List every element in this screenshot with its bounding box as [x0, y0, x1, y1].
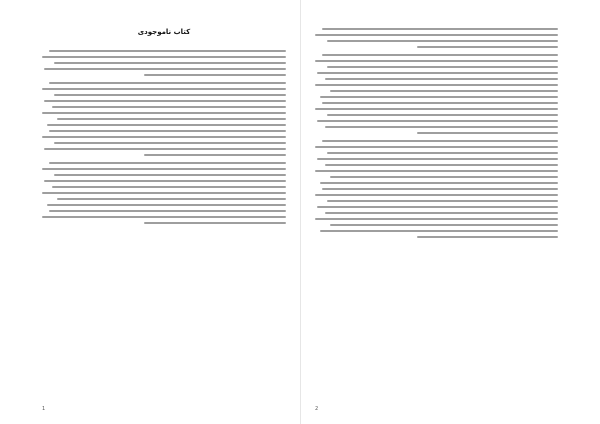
left-page-number: 1 — [42, 406, 46, 412]
text-line — [49, 210, 286, 212]
text-line — [54, 142, 286, 144]
paragraph — [42, 82, 286, 156]
text-line — [144, 74, 286, 76]
text-line — [57, 118, 286, 120]
text-line — [42, 136, 286, 138]
text-line — [327, 200, 558, 202]
text-line — [320, 182, 558, 184]
text-line — [144, 154, 286, 156]
left-text-column — [42, 28, 286, 394]
text-line — [42, 168, 286, 170]
text-line — [317, 158, 558, 160]
text-line — [330, 90, 558, 92]
text-line — [49, 130, 286, 132]
text-line — [322, 54, 558, 56]
text-line — [330, 224, 558, 226]
text-line — [325, 164, 558, 166]
paragraph — [315, 54, 558, 134]
text-line — [42, 112, 286, 114]
text-line — [325, 126, 558, 128]
paragraph — [315, 28, 558, 48]
text-line — [52, 186, 286, 188]
text-line — [315, 108, 558, 110]
text-line — [330, 176, 558, 178]
text-line — [49, 162, 286, 164]
text-line — [47, 124, 286, 126]
text-line — [327, 114, 558, 116]
text-line — [315, 84, 558, 86]
text-line — [315, 34, 558, 36]
text-line — [49, 82, 286, 84]
paragraph — [42, 50, 286, 76]
text-line — [322, 188, 558, 190]
text-line — [325, 212, 558, 214]
chapter-heading: کتاب ناموجودی — [137, 28, 191, 36]
text-line — [317, 72, 558, 74]
text-line — [315, 146, 558, 148]
text-line — [42, 192, 286, 194]
text-line — [44, 180, 286, 182]
text-line — [52, 106, 286, 108]
text-line — [42, 88, 286, 90]
right-page — [300, 0, 600, 424]
text-line — [315, 218, 558, 220]
text-line — [327, 40, 558, 42]
text-line — [325, 78, 558, 80]
text-line — [42, 56, 286, 58]
text-line — [417, 132, 558, 134]
text-line — [42, 216, 286, 218]
text-line — [315, 170, 558, 172]
text-line — [49, 50, 286, 52]
text-line — [322, 28, 558, 30]
text-line — [144, 222, 286, 224]
text-line — [322, 102, 558, 104]
text-line — [315, 60, 558, 62]
text-line — [54, 174, 286, 176]
text-line — [317, 206, 558, 208]
paragraph — [42, 162, 286, 224]
text-line — [47, 204, 286, 206]
text-line — [417, 46, 558, 48]
text-line — [327, 152, 558, 154]
text-line — [315, 194, 558, 196]
right-paragraphs — [315, 28, 558, 238]
text-line — [57, 198, 286, 200]
text-line — [44, 148, 286, 150]
text-line — [320, 230, 558, 232]
left-paragraphs — [42, 50, 286, 224]
right-page-number: 2 — [315, 406, 319, 412]
text-line — [327, 66, 558, 68]
text-line — [317, 120, 558, 122]
text-line — [320, 96, 558, 98]
text-line — [44, 100, 286, 102]
text-line — [44, 68, 286, 70]
text-line — [322, 140, 558, 142]
text-line — [417, 236, 558, 238]
text-line — [54, 94, 286, 96]
paragraph — [315, 140, 558, 238]
text-line — [54, 62, 286, 64]
right-text-column — [315, 28, 558, 394]
